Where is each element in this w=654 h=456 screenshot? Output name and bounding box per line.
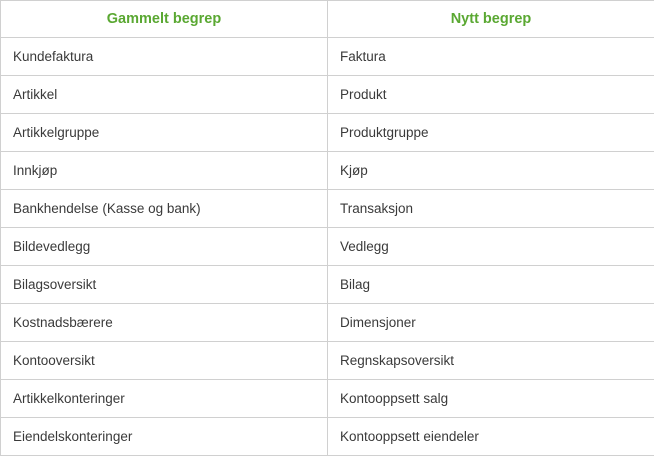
cell-new-term: Faktura (328, 38, 654, 76)
cell-old-term: Innkjøp (1, 152, 328, 190)
cell-old-term: Bilagsoversikt (1, 266, 328, 304)
table-row (1, 190, 654, 228)
table-row (1, 380, 654, 418)
cell-old-term: Kundefaktura (1, 38, 328, 76)
cell-new-term: Bilag (328, 266, 654, 304)
cell-new-term: Produktgruppe (328, 114, 654, 152)
cell-old-term: Bankhendelse (Kasse og bank) (1, 190, 328, 228)
cell-old-term: Kontooversikt (1, 342, 328, 380)
cell-old-term: Kostnadsbærere (1, 304, 328, 342)
table-row (1, 342, 654, 380)
cell-old-term: Artikkelgruppe (1, 114, 328, 152)
table-row (1, 152, 654, 190)
table-row (1, 38, 654, 76)
cell-new-term: Kjøp (328, 152, 654, 190)
cell-new-term: Produkt (328, 76, 654, 114)
cell-old-term: Eiendelskonteringer (1, 418, 328, 456)
table-header-row (1, 1, 654, 38)
table-row (1, 228, 654, 266)
table-row (1, 266, 654, 304)
table-row (1, 76, 654, 114)
cell-new-term: Transaksjon (328, 190, 654, 228)
column-header-old-term: Gammelt begrep (1, 1, 328, 38)
cell-old-term: Bildevedlegg (1, 228, 328, 266)
table-row (1, 418, 654, 456)
cell-new-term: Kontooppsett salg (328, 380, 654, 418)
table-row (1, 304, 654, 342)
table-body (1, 38, 654, 456)
column-header-new-term: Nytt begrep (328, 1, 654, 38)
cell-old-term: Artikkelkonteringer (1, 380, 328, 418)
table-row (1, 114, 654, 152)
cell-new-term: Dimensjoner (328, 304, 654, 342)
cell-new-term: Kontooppsett eiendeler (328, 418, 654, 456)
cell-new-term: Vedlegg (328, 228, 654, 266)
cell-new-term: Regnskapsoversikt (328, 342, 654, 380)
cell-old-term: Artikkel (1, 76, 328, 114)
table-header (1, 1, 654, 38)
